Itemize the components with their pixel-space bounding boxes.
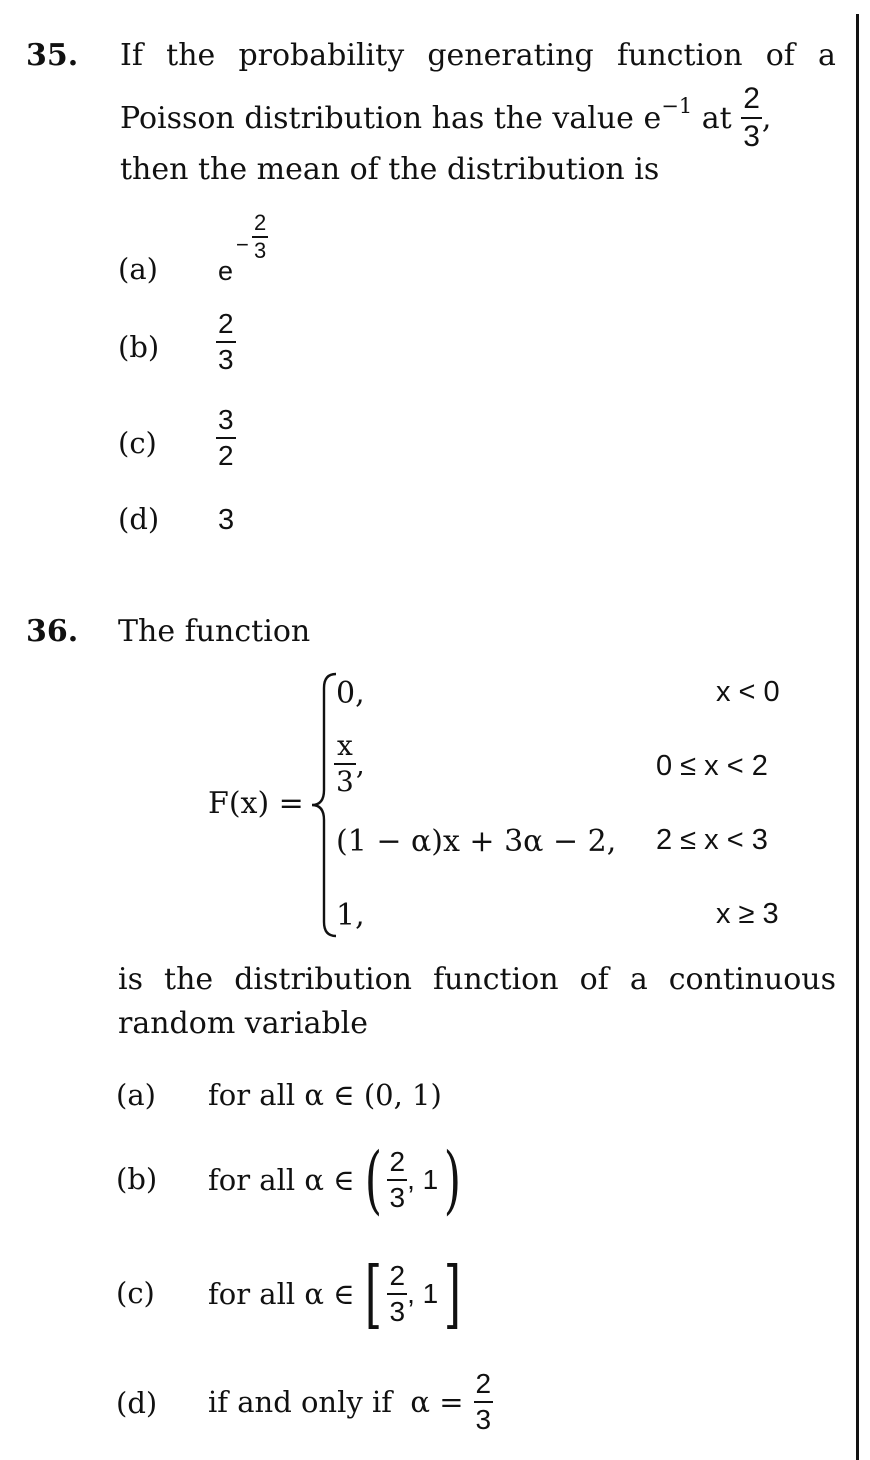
option-d-text: if and only if α = [208, 1385, 464, 1419]
option-b-label: (b) [116, 1162, 158, 1196]
question-36-continuation-line-1 [118, 962, 836, 997]
stem-word: generating [427, 38, 594, 73]
close-bracket: ] [443, 1251, 462, 1337]
question-36-continuation-line-2: random variable [118, 1006, 369, 1041]
stem-word: a [629, 962, 648, 997]
case-3-condition: 2 ≤ x < 3 [656, 824, 768, 856]
option-a-label: (a) [118, 252, 158, 286]
stem-base-e: e [643, 100, 662, 136]
option-b-text: for all α ∈ [208, 1163, 355, 1197]
case-2-comma: , [355, 747, 365, 781]
fraction-numerator: 2 [475, 1368, 492, 1399]
stem-word: continuous [668, 962, 836, 997]
fraction-denominator: 3 [336, 765, 354, 798]
option-c-label: (c) [116, 1276, 155, 1310]
stem-comma: , [761, 100, 772, 136]
option-c-label: (c) [118, 426, 157, 460]
fraction-denominator: 3 [474, 1401, 494, 1434]
question-35-stem-line-1 [120, 38, 836, 73]
stem-word: is [118, 962, 143, 997]
fraction-denominator: 3 [216, 341, 236, 374]
fraction-denominator: 2 [216, 437, 236, 470]
stem-text: Poisson distribution has the value [120, 100, 644, 136]
option-a-exp-sign: − [236, 232, 249, 257]
case-4-expression: 1, [336, 898, 365, 933]
case-2-condition: 0 ≤ x < 2 [656, 750, 768, 782]
stem-word: a [818, 38, 836, 73]
stem-word: If [120, 38, 143, 73]
stem-exponent: −1 [661, 94, 693, 118]
option-c-fraction [387, 1262, 407, 1326]
question-36-number: 36. [26, 614, 79, 649]
fraction-denominator: 3 [254, 238, 267, 263]
case-1-condition: x < 0 [716, 676, 780, 708]
fraction-numerator: 2 [743, 82, 760, 115]
option-d-value: 3 [218, 504, 235, 536]
option-c-text: for all α ∈ [208, 1277, 355, 1311]
question-35-stem-line-2 [120, 78, 771, 158]
option-d-label: (d) [116, 1386, 158, 1420]
option-a-exp-fraction [252, 212, 268, 262]
option-a-base: e [218, 256, 234, 286]
option-b-fraction [387, 1148, 407, 1212]
fraction-numerator: 2 [389, 1260, 406, 1291]
stem-word: function [432, 962, 559, 997]
fraction-denominator: 3 [387, 1179, 407, 1212]
question-36-intro: The function [118, 614, 311, 649]
case-2-fraction [334, 729, 356, 798]
column-divider [856, 14, 859, 1460]
function-lhs: F(x) = [208, 786, 304, 821]
stem-word: the [164, 962, 214, 997]
fraction-numerator: 2 [389, 1146, 406, 1177]
option-b-tail: , 1 [407, 1164, 439, 1195]
option-c-fraction [216, 406, 236, 470]
fraction-denominator: 3 [741, 117, 762, 152]
stem-word: probability [238, 38, 405, 73]
stem-word: of [579, 962, 609, 997]
option-d-fraction [474, 1370, 494, 1434]
stem-word: distribution [234, 962, 412, 997]
stem-fraction [741, 84, 762, 152]
option-b-fraction [216, 310, 236, 374]
stem-word: function [616, 38, 743, 73]
case-3-expression: (1 − α)x + 3α − 2, [336, 824, 617, 859]
option-c-expression [208, 1251, 467, 1337]
option-d-expression [208, 1362, 493, 1442]
option-b-expression [208, 1137, 467, 1223]
open-bracket: [ [364, 1251, 382, 1337]
option-b-label: (b) [118, 330, 160, 364]
option-a-label: (a) [116, 1078, 156, 1112]
option-d-label: (d) [118, 502, 160, 536]
open-paren: ( [364, 1137, 382, 1223]
stem-word: the [166, 38, 216, 73]
question-35-stem-line-3: then the mean of the distribution is [120, 152, 660, 187]
case-1-expression: 0, [336, 676, 365, 711]
stem-at: at [692, 100, 742, 136]
case-2-expression [334, 729, 365, 798]
question-35-number: 35. [26, 38, 79, 73]
option-c-tail: , 1 [407, 1278, 439, 1309]
fraction-numerator: 2 [218, 308, 234, 339]
fraction-numerator: 3 [218, 404, 234, 435]
fraction-numerator: x [337, 729, 353, 762]
close-paren: ) [443, 1137, 462, 1223]
case-4-condition: x ≥ 3 [716, 898, 779, 930]
option-a-text: for all α ∈ (0, 1) [208, 1078, 442, 1112]
fraction-numerator: 2 [254, 210, 267, 235]
stem-word: of [765, 38, 795, 73]
fraction-denominator: 3 [387, 1293, 407, 1326]
